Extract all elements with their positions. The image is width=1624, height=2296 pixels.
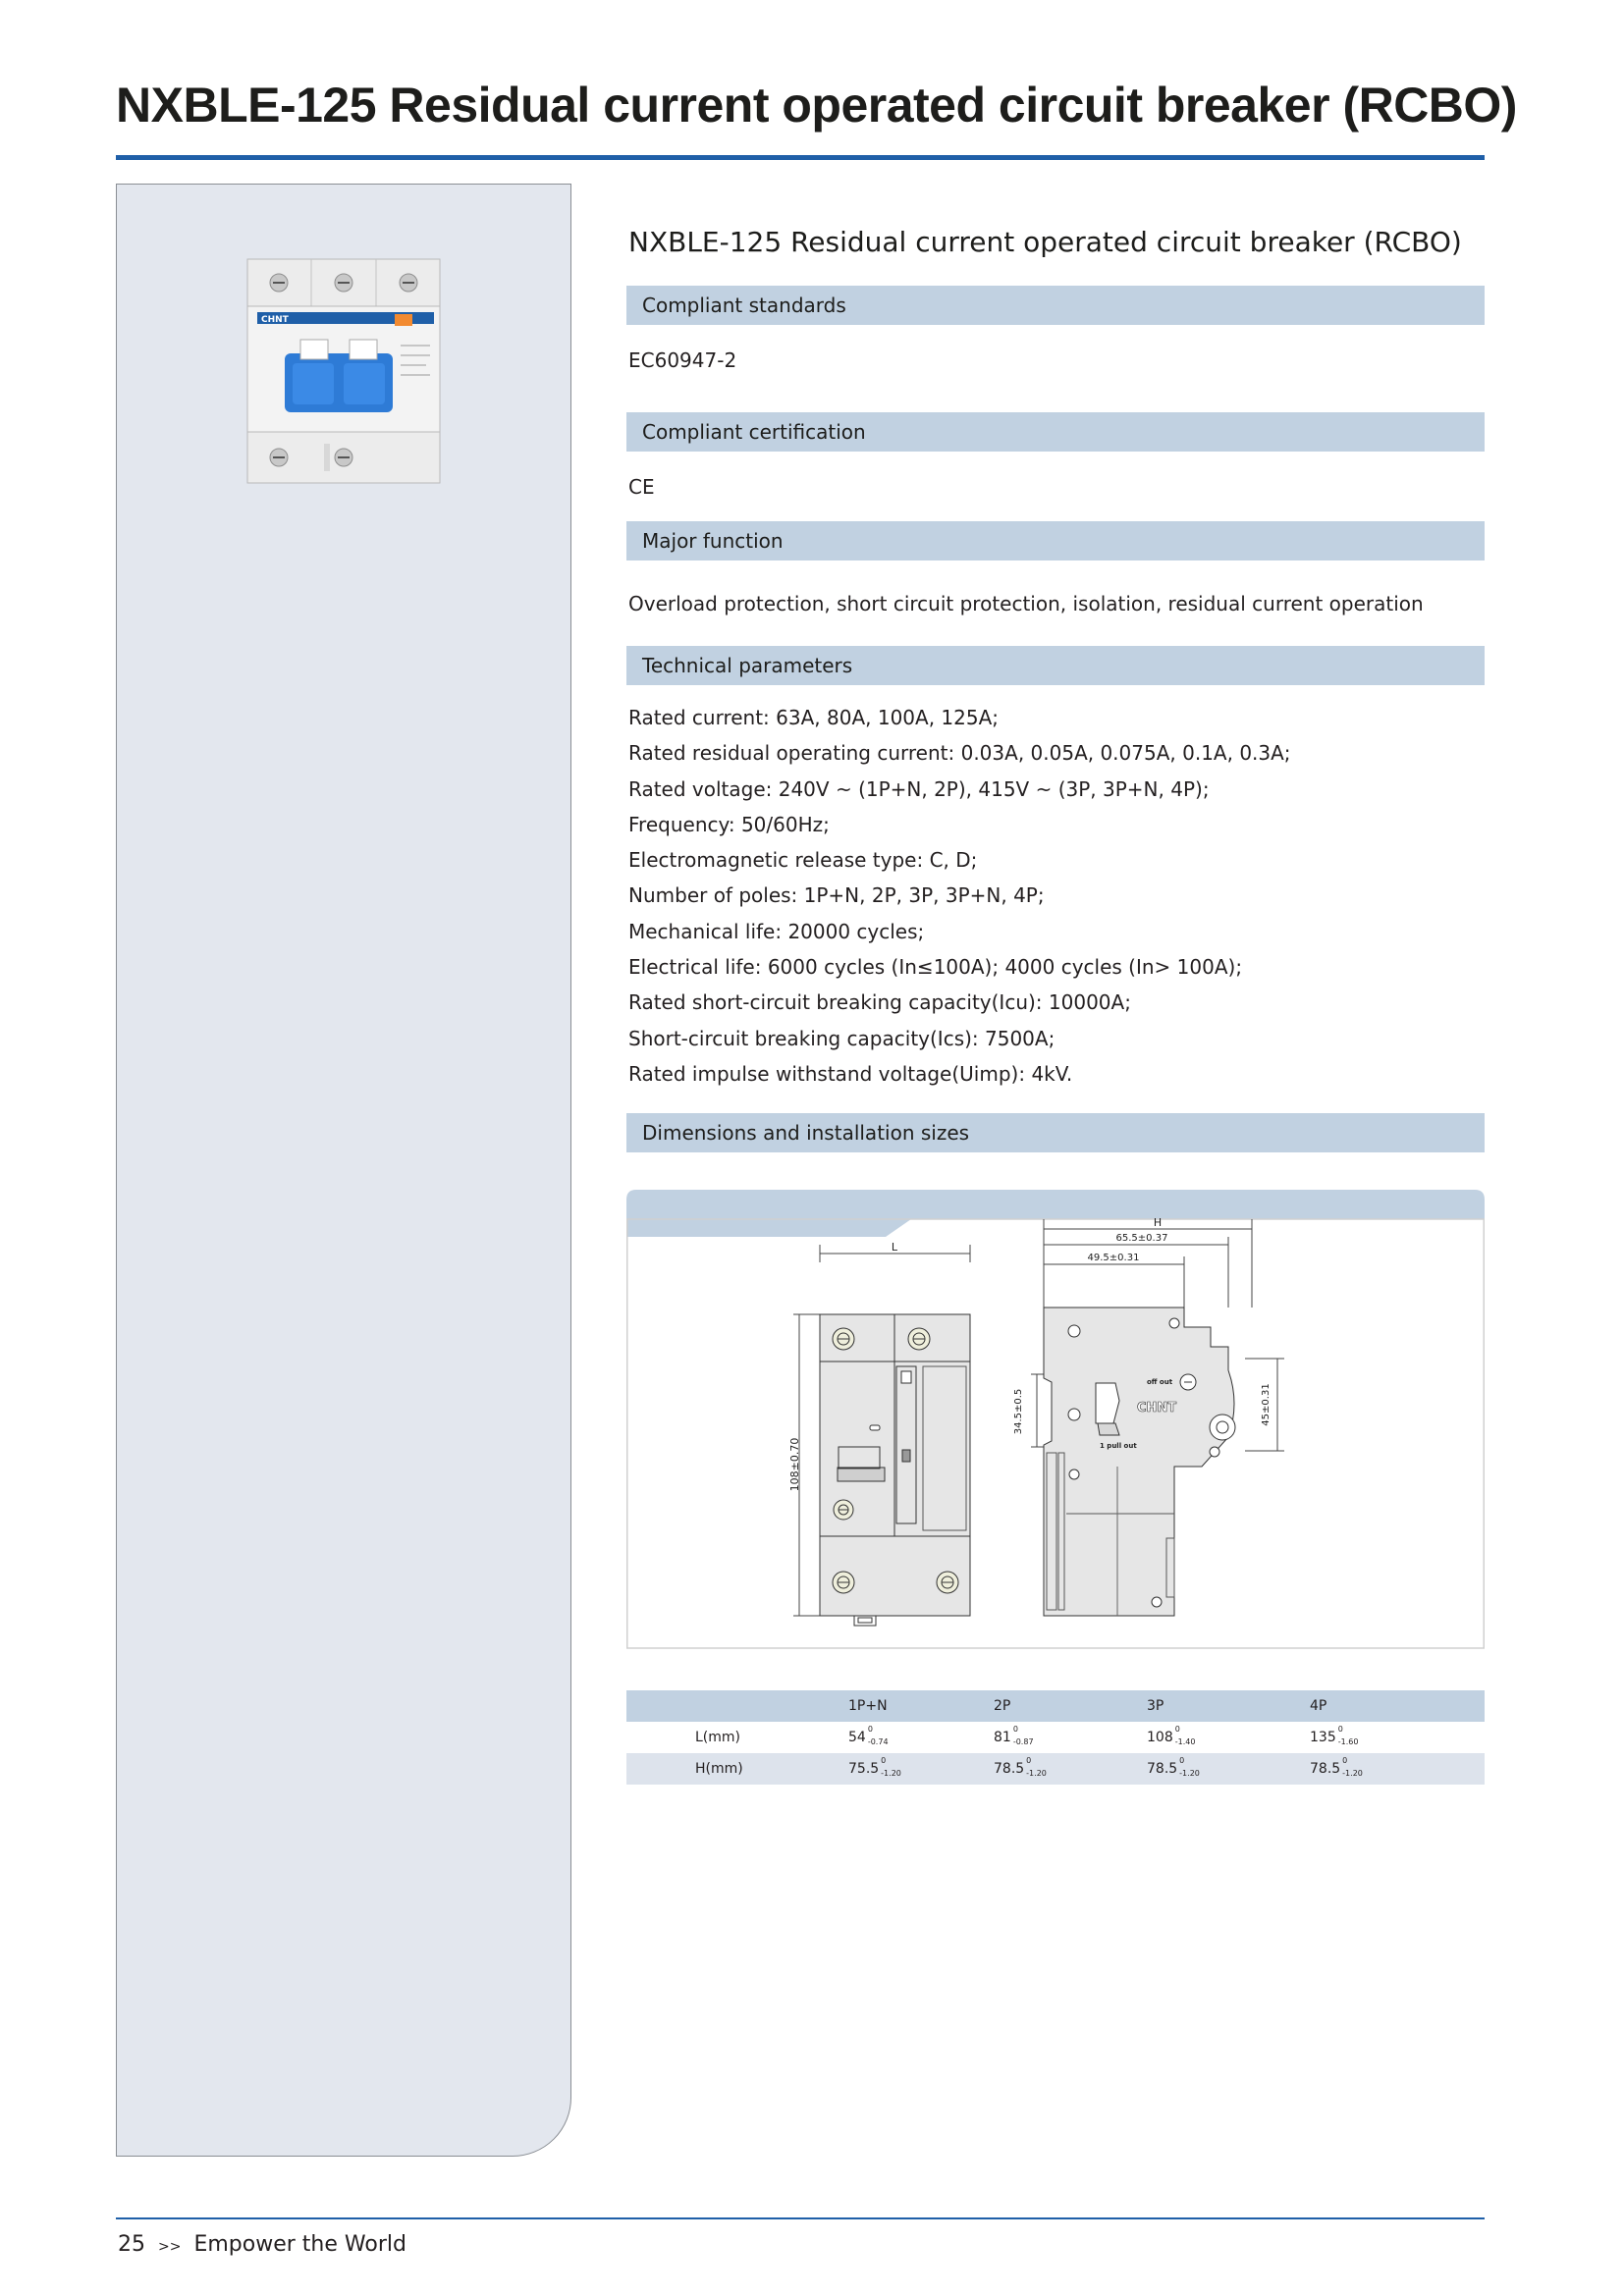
side-left-dim: 34.5±0.5 (1013, 1388, 1024, 1435)
footer-tagline: Empower the World (193, 2232, 406, 2257)
tolerance-upper: 0 (867, 1725, 873, 1734)
front-width-label: L (891, 1241, 898, 1254)
tolerance-lower: -1.20 (881, 1769, 901, 1778)
table-cell (1147, 1722, 1197, 1753)
footer (118, 2232, 406, 2257)
table-header-row (626, 1690, 1485, 1722)
side-view (1013, 1216, 1284, 1616)
front-view (788, 1241, 970, 1626)
table-cell (848, 1722, 890, 1753)
section-dimensions-header: Dimensions and installation sizes (626, 1113, 1485, 1152)
side-dim-1: 65.5±0.37 (1115, 1233, 1168, 1244)
front-height-label: 108±0.70 (788, 1437, 801, 1492)
column-header: 4P (1310, 1698, 1327, 1714)
cell-value: 78.5 (1147, 1761, 1178, 1777)
product-heading: NXBLE-125 Residual current operated circuit breaker (RCBO) (628, 226, 1462, 258)
page-title: NXBLE-125 Residual current operated circuit breaker (RCBO) (116, 78, 1517, 133)
tolerance-upper: 0 (1179, 1756, 1185, 1765)
technical-parameters-list (628, 700, 1291, 1092)
param-item: Rated short-circuit breaking capacity(Icu): 10000A; (628, 990, 1131, 1015)
tolerance-lower: -0.87 (1012, 1737, 1034, 1746)
param-item: Frequency: 50/60Hz; (628, 812, 830, 836)
section-standards-header: Compliant standards (626, 286, 1485, 325)
tolerance-lower: -1.20 (1342, 1769, 1363, 1778)
table-cell (1310, 1753, 1364, 1785)
product-photo (245, 257, 442, 485)
table-row (626, 1753, 1485, 1785)
param-item: Mechanical life: 20000 cycles; (628, 919, 925, 943)
tolerance-lower: -1.20 (1179, 1769, 1200, 1778)
section-certification-header: Compliant certification (626, 412, 1485, 452)
table-row (626, 1722, 1485, 1753)
page-number: 25 (118, 2232, 145, 2257)
param-item: Electrical life: 6000 cycles (In≤100A); 4000 cycles (In> 100A); (628, 955, 1243, 980)
section-technical-header: Technical parameters (626, 646, 1485, 685)
section-function-header: Major function (626, 521, 1485, 561)
param-item: Rated residual operating current: 0.03A, 0.05A, 0.075A, 0.1A, 0.3A; (628, 741, 1291, 766)
dimensions-table (626, 1690, 1485, 1785)
param-item: Rated voltage: 240V ~ (1P+N, 2P), 415V ~ (3P, 3P+N, 4P); (628, 776, 1210, 801)
cell-value: 54 (848, 1730, 866, 1745)
param-item: Number of poles: 1P+N, 2P, 3P, 3P+N, 4P; (628, 883, 1045, 908)
tolerance-upper: 0 (1342, 1756, 1348, 1765)
param-item: Electromagnetic release type: C, D; (628, 848, 978, 873)
tolerance-upper: 0 (1026, 1756, 1032, 1765)
photo-brand-label: CHNT (261, 315, 289, 325)
certification-value: CE (628, 475, 655, 499)
column-header: 1P+N (848, 1698, 888, 1714)
dimension-drawing (626, 1190, 1485, 1649)
footer-arrows: >> (158, 2239, 182, 2255)
switch-off-label: off out (1147, 1378, 1173, 1386)
table-cell (1310, 1722, 1360, 1753)
side-right-dim: 45±0.31 (1261, 1383, 1272, 1426)
cell-value: 75.5 (848, 1761, 880, 1777)
title-divider (116, 155, 1485, 160)
tolerance-lower: -0.74 (867, 1737, 889, 1746)
cell-value: 78.5 (1310, 1761, 1341, 1777)
param-item: Rated impulse withstand voltage(Uimp): 4kV. (628, 1061, 1073, 1086)
row-label: H(mm) (695, 1761, 743, 1777)
tolerance-lower: -1.40 (1174, 1737, 1196, 1746)
param-item: Short-circuit breaking capacity(Ics): 7500A; (628, 1026, 1056, 1050)
column-header: 2P (994, 1698, 1011, 1714)
tolerance-upper: 0 (1174, 1725, 1180, 1734)
table-cell (1147, 1753, 1201, 1785)
row-label: L(mm) (695, 1730, 740, 1745)
function-value: Overload protection, short circuit protection, isolation, residual current operation (628, 592, 1424, 615)
table-cell (994, 1753, 1048, 1785)
tolerance-upper: 0 (881, 1756, 887, 1765)
tolerance-upper: 0 (1012, 1725, 1018, 1734)
param-item: Rated current: 63A, 80A, 100A, 125A; (628, 706, 1000, 729)
table-cell (848, 1753, 902, 1785)
drawing-brand-label: CHNT (1137, 1401, 1177, 1415)
footer-divider (116, 2217, 1485, 2219)
cell-value: 135 (1310, 1730, 1336, 1745)
side-dim-2: 49.5±0.31 (1087, 1253, 1140, 1263)
switch-pull-label: 1 pull out (1100, 1442, 1137, 1450)
cell-value: 81 (994, 1730, 1011, 1745)
tolerance-upper: 0 (1337, 1725, 1343, 1734)
column-header: 3P (1147, 1698, 1164, 1714)
tolerance-lower: -1.60 (1337, 1737, 1359, 1746)
tolerance-lower: -1.20 (1026, 1769, 1047, 1778)
table-cell (994, 1722, 1035, 1753)
side-total-label: H (1153, 1216, 1163, 1229)
cell-value: 78.5 (994, 1761, 1025, 1777)
cell-value: 108 (1147, 1730, 1173, 1745)
standards-value: EC60947-2 (628, 348, 737, 372)
